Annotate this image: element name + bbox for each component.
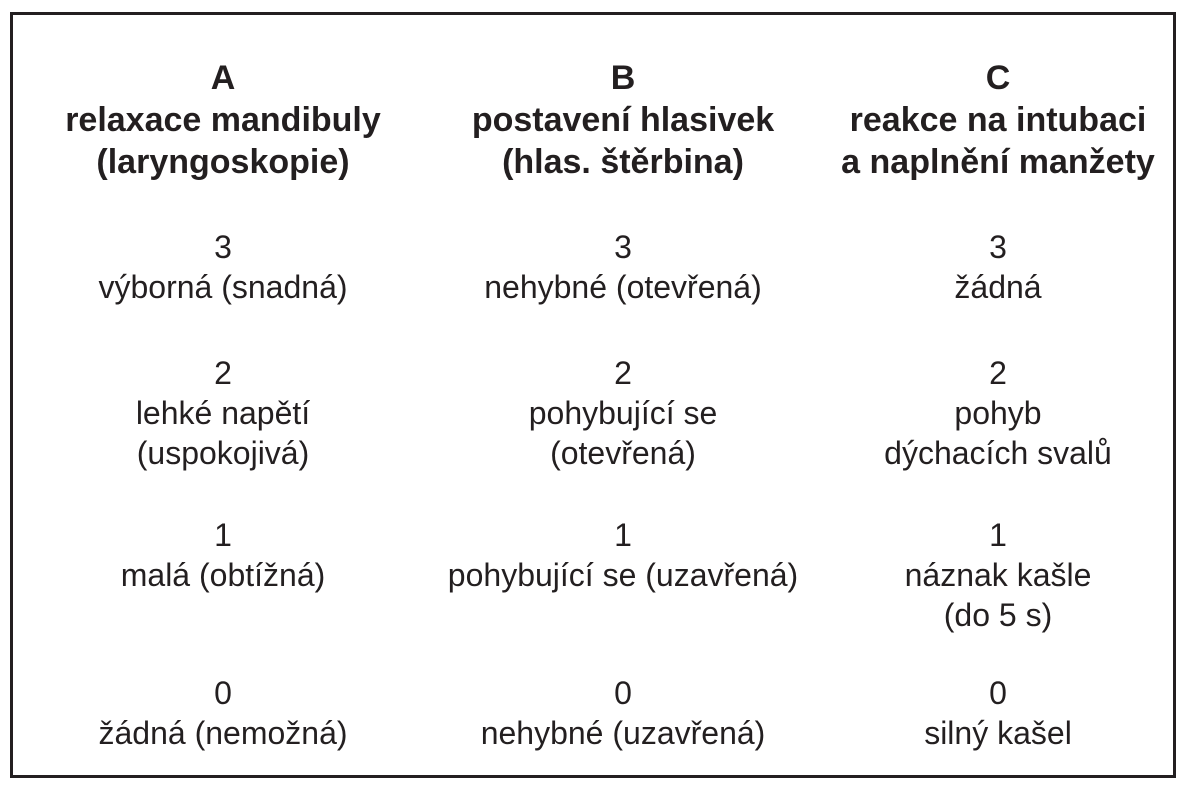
score-value: 2 (989, 355, 1007, 391)
score-cell-3 (33, 227, 413, 307)
score-cell-0 (808, 673, 1188, 753)
score-cell-2 (408, 353, 838, 473)
score-description: výborná (snadná) (98, 269, 348, 305)
score-description: nehybné (otevřená) (484, 269, 762, 305)
score-description: žádná (954, 269, 1042, 305)
column-title-line: reakce na intubaci (849, 101, 1147, 139)
score-description: nehybné (uzavřená) (480, 715, 766, 751)
score-cell-1 (808, 515, 1188, 635)
score-description: (uspokojivá) (136, 435, 310, 471)
score-description: náznak kašle (904, 557, 1092, 593)
score-value: 3 (214, 229, 232, 265)
score-value: 3 (614, 229, 632, 265)
score-description: žádná (nemožná) (98, 715, 348, 751)
score-cell-3 (408, 227, 838, 307)
column-header (808, 57, 1188, 183)
score-description: dýchacích svalů (884, 435, 1112, 471)
score-value: 1 (214, 517, 232, 553)
column-title-line: postavení hlasivek (471, 101, 775, 139)
column-letter: B (610, 59, 636, 97)
score-description: lehké napětí (135, 395, 311, 431)
column-header (33, 57, 413, 183)
score-description: (otevřená) (550, 435, 696, 471)
score-value: 0 (214, 675, 232, 711)
score-value: 1 (614, 517, 632, 553)
scoring-table (10, 12, 1176, 778)
column-title-line: (laryngoskopie) (96, 143, 350, 181)
score-cell-0 (408, 673, 838, 753)
score-description: pohyb (954, 395, 1042, 431)
score-cell-1 (33, 515, 413, 595)
score-description: pohybující se (528, 395, 718, 431)
score-cell-1 (408, 515, 838, 595)
column-header (408, 57, 838, 183)
score-cell-2 (808, 353, 1188, 473)
score-cell-0 (33, 673, 413, 753)
score-cell-2 (33, 353, 413, 473)
score-value: 1 (989, 517, 1007, 553)
score-value: 0 (614, 675, 632, 711)
column-title-line: (hlas. štěrbina) (502, 143, 744, 181)
score-value: 3 (989, 229, 1007, 265)
column-letter: C (985, 59, 1011, 97)
score-description: pohybující se (uzavřená) (447, 557, 799, 593)
column-letter: A (210, 59, 236, 97)
column-title-line: relaxace mandibuly (65, 101, 381, 139)
score-description: malá (obtížná) (120, 557, 326, 593)
column-title-line: a naplnění manžety (841, 143, 1155, 181)
score-value: 2 (614, 355, 632, 391)
score-cell-3 (808, 227, 1188, 307)
score-description: silný kašel (924, 715, 1072, 751)
score-description: (do 5 s) (943, 597, 1053, 633)
score-value: 0 (989, 675, 1007, 711)
score-value: 2 (214, 355, 232, 391)
